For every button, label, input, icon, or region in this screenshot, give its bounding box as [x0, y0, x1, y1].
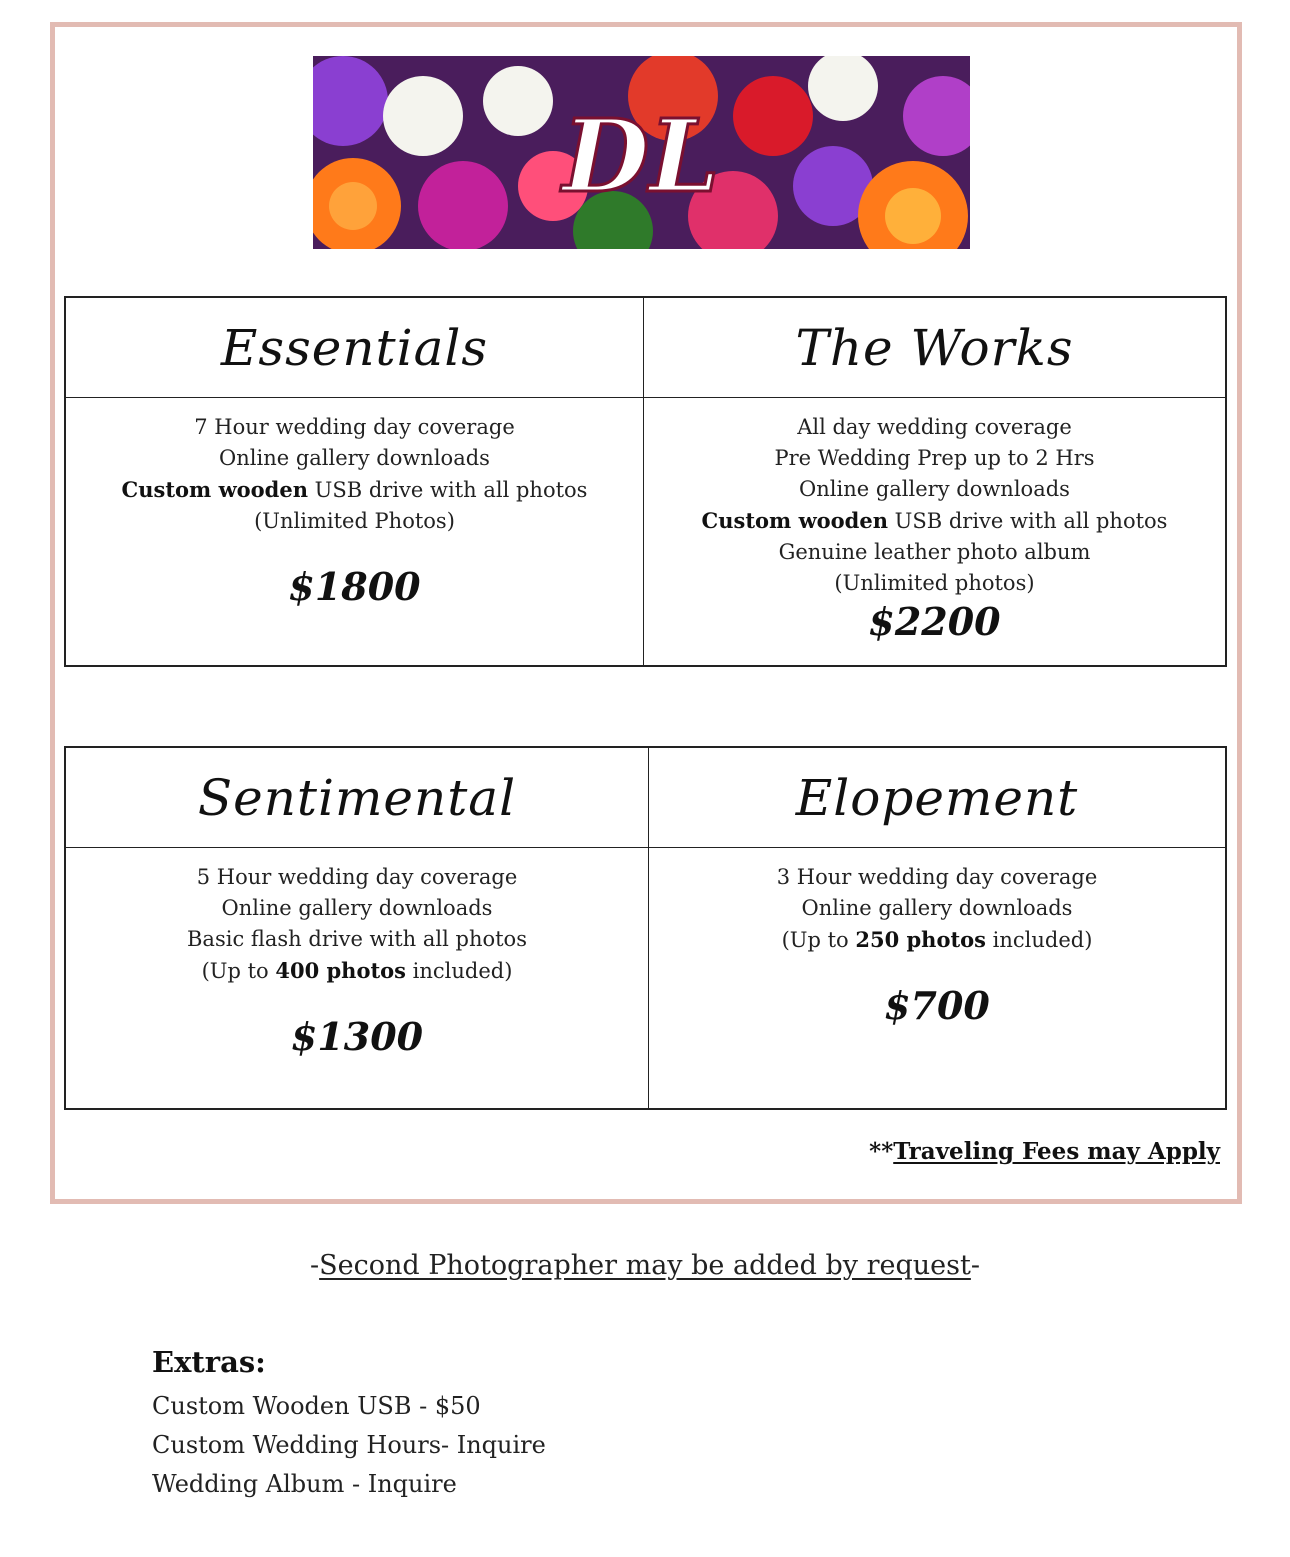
second-photographer-text: Second Photographer may be added by request — [319, 1250, 971, 1281]
package-features — [66, 398, 643, 537]
extras-item: Custom Wooden USB - $50 — [152, 1392, 481, 1420]
travel-fees-note — [869, 1138, 1220, 1165]
travel-note-prefix: ** — [869, 1138, 894, 1165]
package-feature-line — [649, 924, 1225, 956]
feature-text: 3 Hour wedding day coverage — [776, 865, 1098, 889]
package-price: $1300 — [290, 1014, 424, 1059]
svg-text:DL: DL — [562, 97, 720, 215]
package-features — [649, 848, 1225, 956]
package-feature-line — [66, 893, 648, 924]
package-feature-line — [644, 568, 1225, 599]
package-feature-line — [644, 443, 1225, 474]
package-title-essentials: Essentials — [66, 298, 644, 398]
package-title-the-works: The Works — [644, 298, 1225, 398]
package-details-the-works — [644, 398, 1225, 665]
extras-heading: Extras: — [152, 1345, 266, 1379]
package-feature-line — [66, 955, 648, 987]
package-table-top — [64, 296, 1227, 667]
feature-text: 7 Hour wedding day coverage — [194, 415, 515, 439]
extras-section — [152, 1345, 546, 1504]
package-feature-line — [644, 412, 1225, 443]
package-price: $700 — [884, 983, 990, 1028]
package-features — [66, 848, 648, 987]
feature-text: USB drive with all photos — [887, 509, 1168, 533]
note-dash: - — [310, 1250, 320, 1281]
feature-text: Basic flash drive with all photos — [187, 927, 527, 951]
dl-logo-mark — [559, 97, 719, 215]
package-feature-line — [66, 474, 643, 506]
feature-text: USB drive with all photos — [307, 478, 588, 502]
feature-text: Online gallery downloads — [219, 446, 490, 470]
feature-text: (Unlimited Photos) — [254, 509, 455, 533]
feature-text: Pre Wedding Prep up to 2 Hrs — [774, 446, 1095, 470]
package-feature-line — [66, 862, 648, 893]
package-price: $1800 — [288, 564, 421, 609]
package-details-sentimental — [66, 848, 649, 1108]
feature-bold-text: Custom wooden — [121, 477, 308, 502]
flower-banner-image — [313, 56, 970, 249]
feature-text: included) — [985, 928, 1093, 952]
package-details-essentials — [66, 398, 644, 665]
package-details-elopement — [649, 848, 1225, 1108]
package-feature-line — [644, 537, 1225, 568]
package-feature-line — [66, 924, 648, 955]
package-feature-line — [649, 862, 1225, 893]
feature-bold-text: 250 photos — [855, 927, 986, 952]
feature-bold-text: Custom wooden — [701, 508, 888, 533]
package-feature-line — [644, 505, 1225, 537]
feature-text: (Unlimited photos) — [834, 571, 1035, 595]
feature-text: (Up to — [201, 959, 276, 983]
package-feature-line — [66, 506, 643, 537]
feature-text: Genuine leather photo album — [778, 540, 1091, 564]
extras-item: Custom Wedding Hours- Inquire — [152, 1431, 546, 1459]
extras-item: Wedding Album - Inquire — [152, 1470, 457, 1498]
feature-text: Online gallery downloads — [799, 477, 1070, 501]
note-dash: - — [970, 1250, 980, 1281]
feature-text: Online gallery downloads — [221, 896, 493, 920]
package-feature-line — [66, 443, 643, 474]
package-feature-line — [644, 474, 1225, 505]
package-feature-line — [66, 412, 643, 443]
travel-note-text: Traveling Fees may Apply — [893, 1138, 1220, 1165]
feature-text: All day wedding coverage — [797, 415, 1072, 439]
feature-bold-text: 400 photos — [275, 958, 406, 983]
second-photographer-note — [0, 1250, 1290, 1281]
package-table-bottom — [64, 746, 1227, 1110]
package-price: $2200 — [868, 599, 1001, 644]
package-title-elopement: Elopement — [649, 748, 1225, 848]
feature-text: Online gallery downloads — [801, 896, 1073, 920]
feature-text: (Up to — [781, 928, 856, 952]
feature-text: included) — [405, 959, 513, 983]
package-title-sentimental: Sentimental — [66, 748, 649, 848]
floral-logo-banner — [313, 56, 970, 249]
package-feature-line — [649, 893, 1225, 924]
package-features — [644, 398, 1225, 599]
feature-text: 5 Hour wedding day coverage — [196, 865, 518, 889]
